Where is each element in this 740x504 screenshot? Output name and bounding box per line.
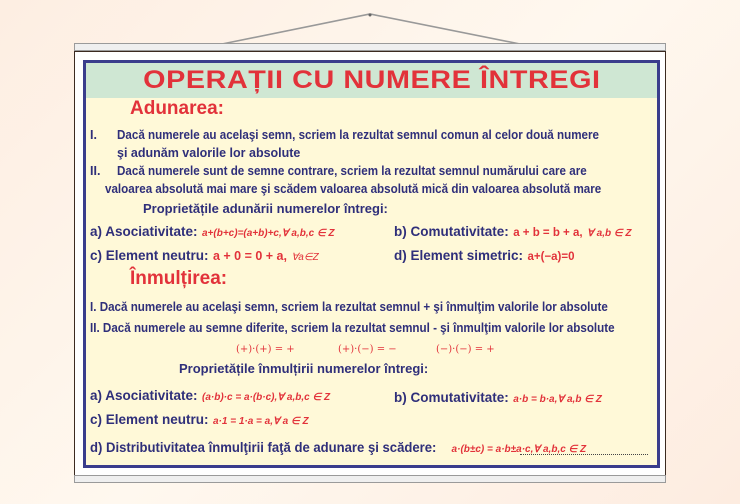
addition-heading: Adunarea:: [130, 98, 224, 119]
multiplication-rule-1: I. Dacă numerele au acelaşi semn, scriem la rezultat semnul + şi înmulţim valorile lor absolute: [90, 300, 608, 314]
publisher-fineprint: [520, 454, 648, 457]
addition-prop-associativity: a) Asociativitate: a+(b+c)=(a+b)+c,∀ a,b,c ∈ Z: [90, 224, 335, 239]
multiplication-heading: Înmulțirea:: [130, 268, 228, 289]
addition-rule-2-line2: valoarea absolută mai mare şi scădem valoarea absolută mică din valoarea absolută mare: [105, 182, 602, 196]
addition-prop-symmetric: d) Element simetric: a+(−a)=0: [394, 248, 575, 263]
addition-properties-heading: Proprietățile adunării numerelor întregi:: [143, 201, 388, 216]
addition-rule-1-num: I.: [90, 128, 97, 142]
sign-rule-plus-minus: (+)·(−) = −: [338, 344, 397, 355]
multiplication-rule-2: II. Dacă numerele au semne diferite, scriem la rezultat semnul - şi înmulţim valorile lor absolute: [90, 321, 615, 335]
addition-rule-1-line2: şi adunăm valorile lor absolute: [117, 146, 301, 160]
title-band: [86, 63, 657, 98]
bottom-hanging-rod: [74, 475, 666, 483]
poster-title: OPERAȚII CU NUMERE ÎNTREGI: [142, 66, 601, 94]
multiplication-prop-commutativity: b) Comutativitate: a·b = b·a,∀ a,b ∈ Z: [394, 390, 602, 405]
addition-rule-2-line1: Dacă numerele sunt de semne contrare, scriem la rezultat semnul numărului care are: [117, 164, 587, 178]
top-hanging-rod: [74, 43, 666, 51]
multiplication-properties-heading: Proprietățile înmulțirii numerelor întregi:: [179, 361, 429, 376]
poster-panel: [83, 60, 660, 468]
sign-rule-plus-plus: (+)·(+) = +: [236, 344, 295, 355]
multiplication-prop-distributivity: d) Distributivitatea înmulţirii faţă de adunare şi scădere: a·(b±c) = a·b±a·c,∀ a,b,c ∈ Z: [90, 440, 587, 455]
multiplication-prop-neutral: c) Element neutru: a·1 = 1·a = a,∀ a ∈ Z: [90, 412, 309, 427]
sign-rule-minus-minus: (−)·(−) = +: [436, 344, 495, 355]
multiplication-prop-associativity: a) Asociativitate: (a·b)·c = a·(b·c),∀ a,b,c ∈ Z: [90, 388, 331, 403]
addition-prop-neutral: c) Element neutru: a + 0 = 0 + a, ∀a∈Z: [90, 248, 319, 263]
poster: [74, 51, 666, 476]
addition-rule-1-line1: Dacă numerele au acelaşi semn, scriem la rezultat semnul comun al celor două numere: [117, 128, 599, 142]
addition-rule-2-num: II.: [90, 164, 101, 178]
addition-prop-commutativity: b) Comutativitate: a + b = b + a, ∀ a,b ∈ Z: [394, 224, 632, 239]
